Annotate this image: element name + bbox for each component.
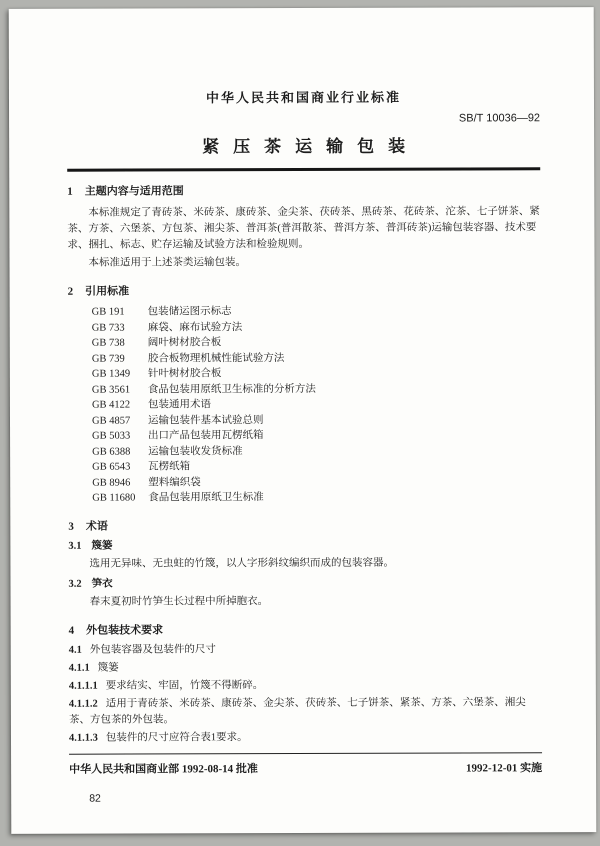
section-1-paragraph-1: 本标准规定了青砖茶、米砖茶、康砖茶、金尖茶、茯砖茶、黑砖茶、花砖茶、沱茶、七子饼茶、紧茶、方茶、六堡茶、方包茶、湘尖茶、普洱茶(普洱散茶、普洱方茶、普洱砖茶)运输包装容器、技术要求、捆扎、标志、贮存运输及试验方法和检验规则。 bbox=[67, 206, 540, 251]
clause-4-1-1-1: 4.1.1.1 要求结实、牢固，竹篾不得断碎。 bbox=[68, 679, 264, 692]
section-1-paragraph-2: 本标准适用于上述茶类运输包装。 bbox=[88, 257, 247, 269]
document-title: 紧压茶运输包装 bbox=[202, 136, 420, 157]
title-divider bbox=[67, 167, 540, 171]
term-3-2-definition: 春末夏初时竹笋生长过程中所掉胞衣。 bbox=[89, 595, 269, 608]
reference-list bbox=[92, 303, 542, 506]
section-4-title: 外包装技术要求 bbox=[86, 623, 164, 637]
term-3-2-heading: 3.2 笋衣 bbox=[68, 578, 113, 590]
section-1-number: 1 bbox=[67, 185, 73, 198]
section-1-title: 主题内容与适用范围 bbox=[84, 185, 184, 198]
clause-4-1-1: 4.1.1 篾篓 bbox=[68, 662, 119, 674]
approval-footer bbox=[69, 760, 542, 777]
section-1-heading bbox=[67, 182, 540, 199]
clause-4-1-1-3: 4.1.1.3 包装件的尺寸应符合表1要求。 bbox=[68, 731, 248, 744]
footer-divider bbox=[69, 752, 542, 754]
reference-item: GB 5033 出口产品包装用瓦楞纸箱 bbox=[92, 430, 264, 442]
approval-text: 中华人民共和国商业部 1992-08-14 批准 bbox=[69, 763, 258, 776]
reference-item: GB 738 阔叶树材胶合板 bbox=[91, 337, 222, 349]
reference-item: GB 3561 食品包装用原纸卫生标准的分析方法 bbox=[91, 383, 316, 396]
section-2-heading bbox=[68, 282, 541, 299]
reference-item: GB 739 胶合板物理机械性能试验方法 bbox=[91, 352, 285, 365]
section-2-title: 引用标准 bbox=[85, 285, 130, 298]
reference-item: GB 4857 运输包装件基本试验总则 bbox=[91, 414, 264, 427]
document-page bbox=[9, 7, 597, 834]
page-number: 82 bbox=[89, 792, 101, 805]
reference-item: GB 6543 瓦楞纸箱 bbox=[92, 461, 191, 473]
section-3-heading bbox=[68, 517, 541, 534]
standard-number: SB/T 10036—92 bbox=[458, 112, 541, 125]
reference-item: GB 1349 针叶树材胶合板 bbox=[91, 368, 222, 380]
term-3-1-heading: 3.1 篾篓 bbox=[68, 540, 113, 552]
section-4-number: 4 bbox=[68, 624, 75, 637]
implementation-date: 1992-12-01 实施 bbox=[465, 762, 543, 775]
term-3-1-definition: 选用无异味、无虫蛀的竹篾，以人字形斜纹编织而成的包装容器。 bbox=[89, 557, 394, 570]
section-3-number: 3 bbox=[68, 520, 74, 533]
standard-org-line: 中华人民共和国商业行业标准 bbox=[205, 89, 402, 106]
section-4-heading bbox=[69, 621, 542, 638]
section-3-title: 术语 bbox=[85, 520, 108, 533]
reference-item: GB 6388 运输包装收发货标准 bbox=[92, 445, 243, 458]
clause-4-1: 4.1 外包装容器及包装件的尺寸 bbox=[68, 643, 216, 656]
reference-item: GB 733 麻袋、麻布试验方法 bbox=[91, 321, 243, 334]
reference-item: GB 11680 食品包装用原纸卫生标准 bbox=[92, 492, 264, 504]
reference-item: GB 191 包装储运图示标志 bbox=[91, 306, 232, 318]
clause-4-1-1-2: 4.1.1.2 适用于青砖茶、米砖茶、康砖茶、金尖茶、茯砖茶、七子饼茶、紧茶、方茶、六堡茶、湘尖茶、方包茶的外包装。 bbox=[68, 696, 526, 726]
section-2-number: 2 bbox=[67, 285, 74, 298]
reference-item: GB 4122 包装通用术语 bbox=[91, 399, 211, 411]
reference-item: GB 8946 塑料编织袋 bbox=[92, 476, 201, 489]
